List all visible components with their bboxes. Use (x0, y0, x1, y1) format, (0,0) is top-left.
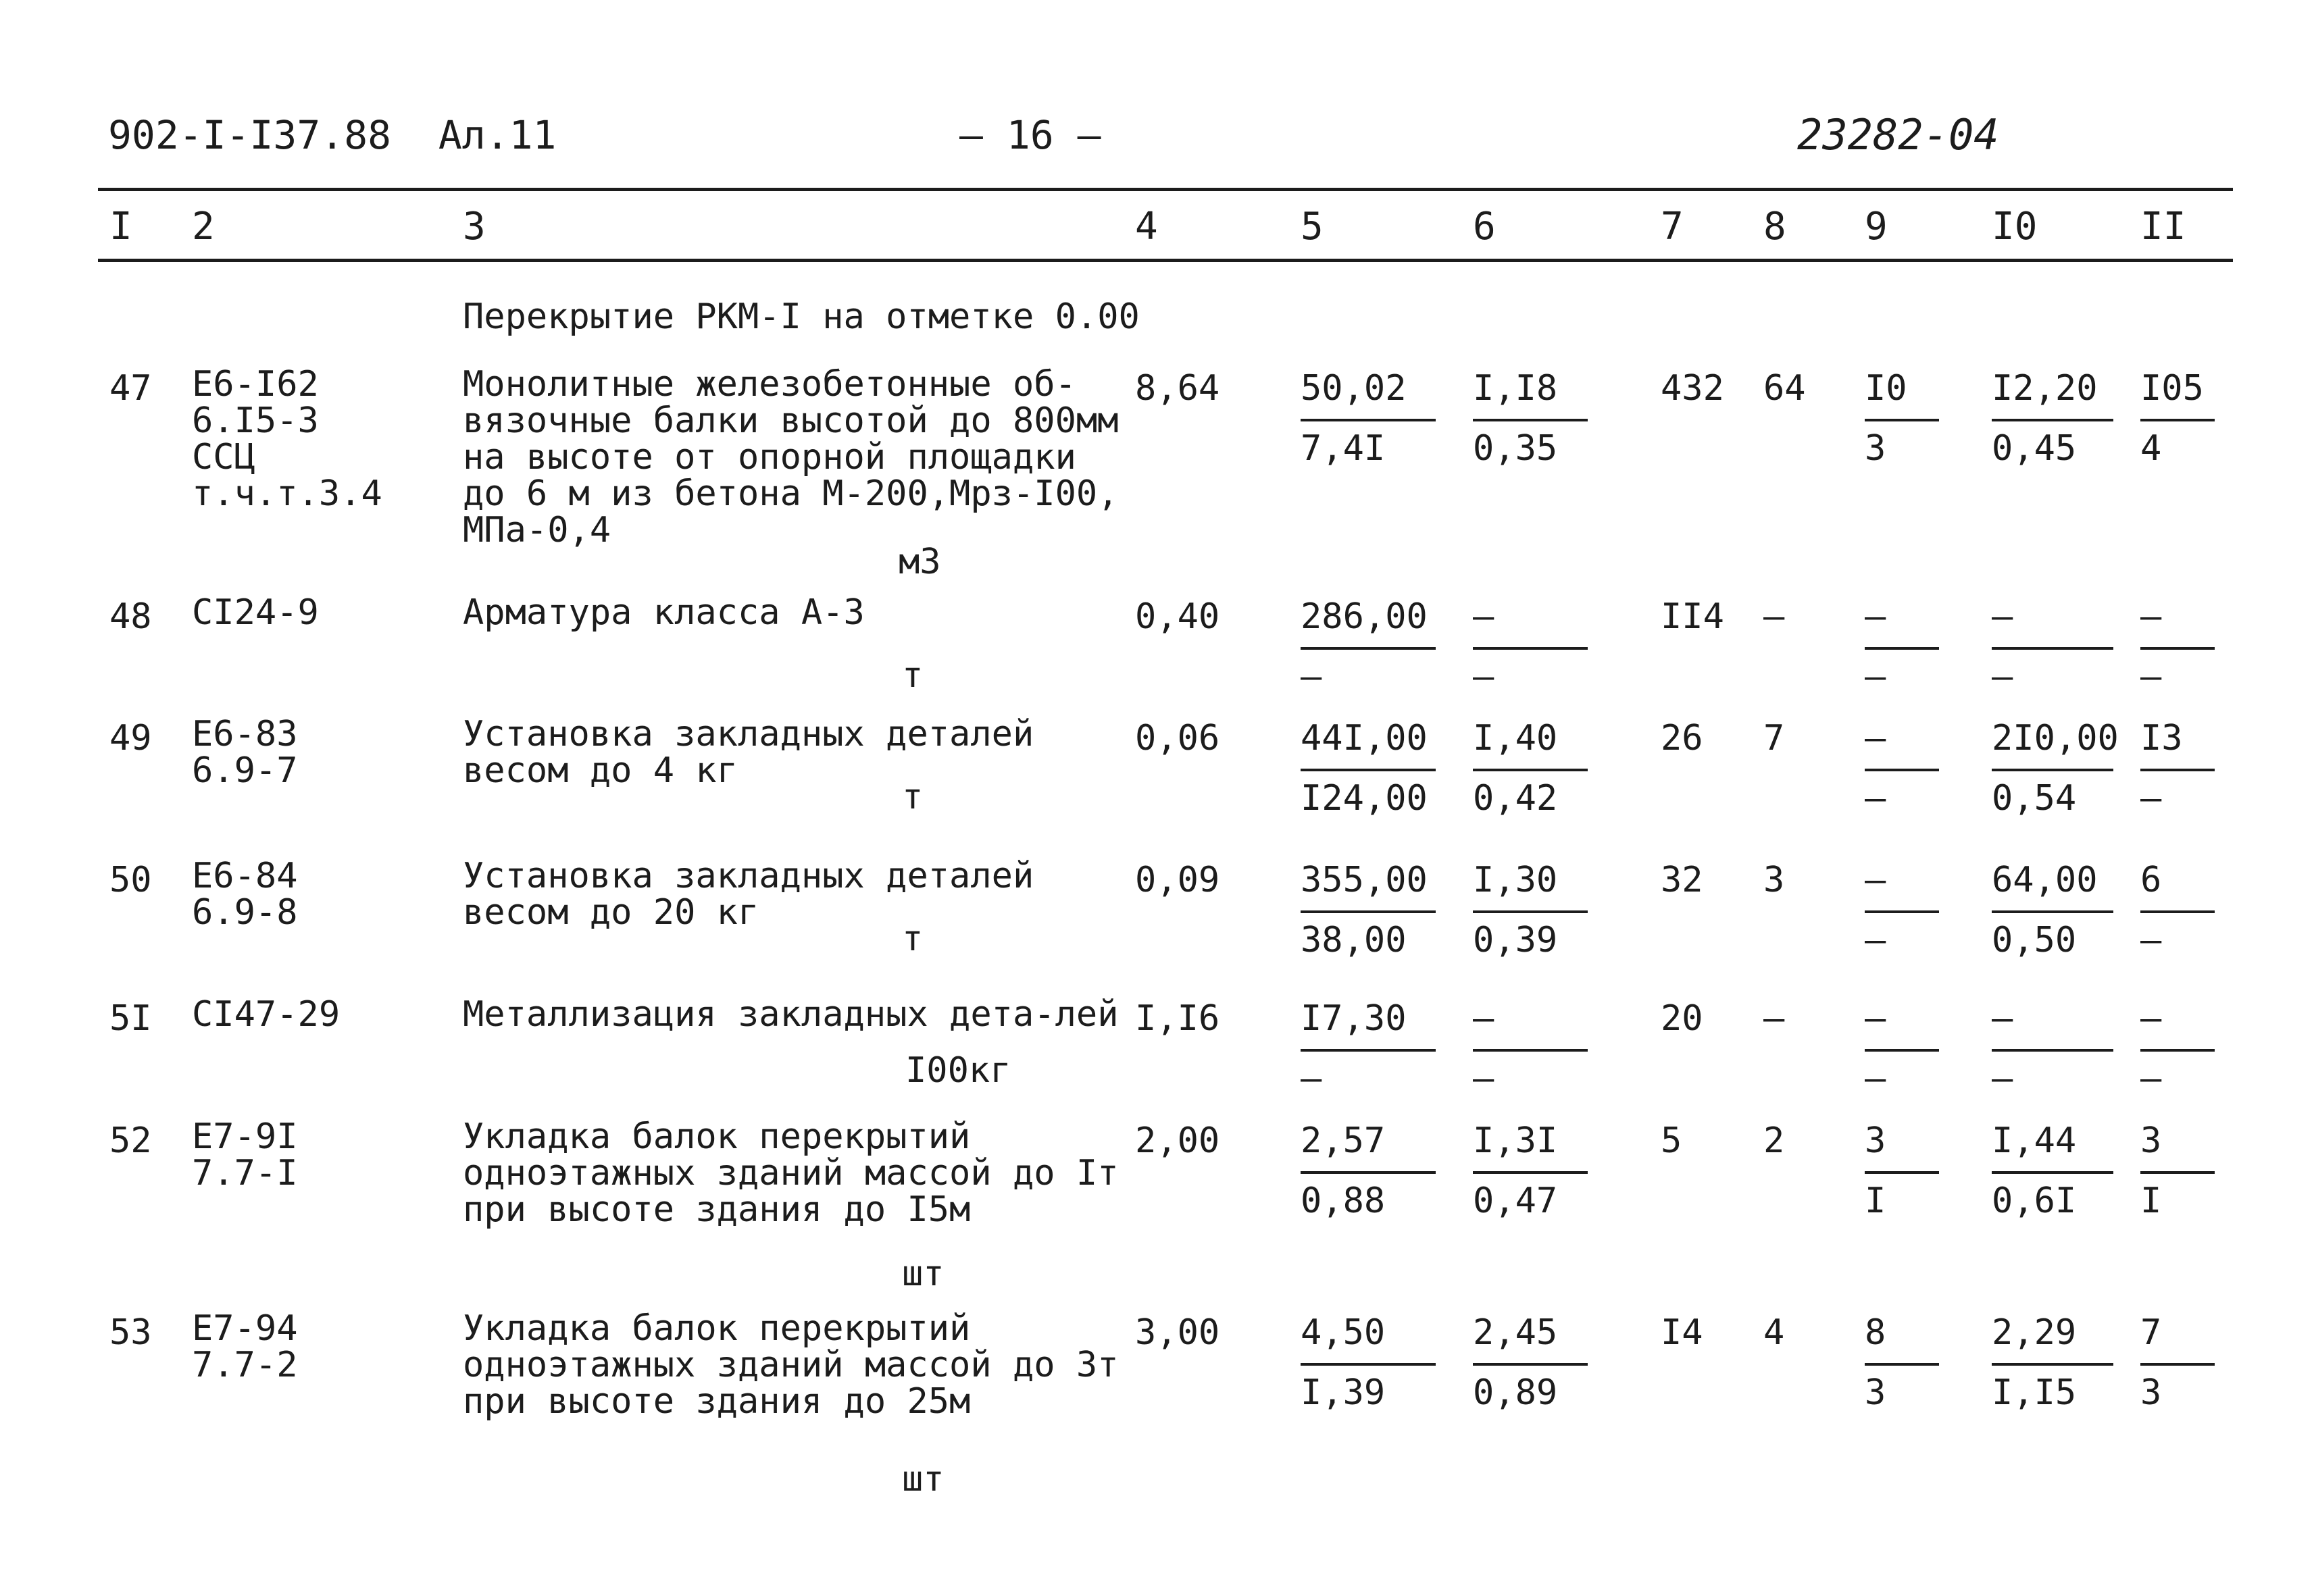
fraction-numerator: 64,00 (1992, 858, 2113, 913)
norm-code-line: Е7-94 (192, 1308, 298, 1349)
column-number: 8 (1763, 205, 1786, 249)
row-number: 53 (109, 1312, 152, 1353)
work-description: Монолитные железобетонные об-вязочные балки высотой до 800мм на высоте от опорной площадки до 6 м из бетона М-200,Мрз-I00, МПа-0,4 (463, 364, 1119, 550)
value-col8: – (1763, 596, 1785, 637)
fraction-c10 (1992, 594, 2113, 702)
norm-code-line: Е6-83 (192, 714, 298, 754)
value-col7: 26 (1661, 718, 1703, 758)
fraction-c6 (1473, 1310, 1588, 1418)
fraction-numerator: 4,50 (1301, 1310, 1436, 1366)
fraction-c10 (1992, 858, 2113, 966)
unit-of-measure: I00кг (905, 1050, 1011, 1091)
fraction-numerator: – (1992, 594, 2113, 650)
work-description: Укладка балок перекрытий одноэтажных зданий массой до Iт при высоте здания до I5м (463, 1116, 1119, 1230)
work-description: Металлизация закладных дета-лей (463, 994, 1119, 1035)
fraction-c6 (1473, 594, 1588, 702)
fraction-numerator: 6 (2140, 858, 2215, 913)
value-col7: 32 (1661, 860, 1703, 900)
norm-code (192, 716, 298, 789)
fraction-denominator: – (1992, 1058, 2013, 1099)
fraction-numerator: – (1992, 996, 2113, 1052)
norm-code-line: Е7-9I (192, 1116, 298, 1157)
fraction-c6 (1473, 716, 1588, 824)
quantity: 8,64 (1135, 368, 1220, 409)
fraction-denominator: 3 (1865, 1372, 1886, 1413)
registration-code: 23282-04 (1797, 110, 1999, 159)
unit-of-measure: шт (902, 1254, 945, 1294)
norm-code (192, 1310, 298, 1383)
fraction-c6 (1473, 1118, 1588, 1227)
fraction-denominator: – (1865, 778, 1886, 819)
fraction-numerator: I0 (1865, 366, 1939, 421)
norm-code (192, 858, 298, 931)
fraction-c10 (1992, 716, 2119, 824)
fraction-denominator: 0,39 (1473, 920, 1558, 960)
norm-code-line: Е6-I62 (192, 364, 319, 405)
row-number: 47 (109, 368, 152, 409)
value-col7: 5 (1661, 1121, 1682, 1161)
fraction-numerator: I7,30 (1301, 996, 1436, 1052)
norm-code (192, 1118, 298, 1191)
unit-of-measure: т (902, 777, 924, 817)
fraction-denominator: I (1865, 1181, 1886, 1221)
fraction-c5 (1301, 366, 1436, 474)
fraction-c9 (1865, 858, 1939, 966)
fraction-c9 (1865, 366, 1939, 474)
fraction-numerator: I05 (2140, 366, 2215, 421)
fraction-denominator: 0,45 (1992, 428, 2077, 469)
page-number: – 16 – (959, 112, 1101, 158)
fraction-c10 (1992, 366, 2113, 474)
fraction-denominator: – (1301, 657, 1322, 697)
fraction-denominator: 7,4I (1301, 428, 1386, 469)
fraction-c5 (1301, 858, 1436, 966)
fraction-numerator: I,3I (1473, 1118, 1588, 1174)
quantity: 3,00 (1135, 1312, 1220, 1353)
row-number: 48 (109, 596, 152, 637)
fraction-numerator: I,40 (1473, 716, 1588, 771)
fraction-numerator: 3 (1865, 1118, 1939, 1174)
fraction-c6 (1473, 858, 1588, 966)
fraction-denominator: 0,89 (1473, 1372, 1558, 1413)
norm-code-line: СI47-29 (192, 994, 341, 1035)
fraction-denominator: 0,6I (1992, 1181, 2077, 1221)
column-number: 6 (1473, 205, 1496, 249)
section-title: Перекрытие РКМ-I на отметке 0.00 (463, 297, 1140, 337)
row-number: 49 (109, 718, 152, 758)
quantity: I,I6 (1135, 998, 1220, 1039)
fraction-denominator: – (1301, 1058, 1322, 1099)
fraction-c10 (1992, 1118, 2113, 1227)
column-number: I0 (1992, 205, 2038, 249)
norm-code-line: Е6-84 (192, 856, 298, 896)
column-number: 5 (1301, 205, 1324, 249)
quantity: 0,40 (1135, 596, 1220, 637)
fraction-c5 (1301, 996, 1436, 1104)
fraction-numerator: 7 (2140, 1310, 2215, 1366)
fraction-denominator: 0,54 (1992, 778, 2077, 819)
fraction-numerator: I,I8 (1473, 366, 1588, 421)
column-number: 9 (1865, 205, 1888, 249)
unit-of-measure: т (902, 919, 924, 959)
row-number: 5I (109, 998, 152, 1039)
column-number: 4 (1135, 205, 1158, 249)
fraction-c5 (1301, 716, 1436, 824)
fraction-c11 (2140, 1118, 2215, 1227)
column-number: 2 (192, 205, 215, 249)
work-description: Установка закладных деталей весом до 4 кг (463, 714, 1034, 791)
fraction-denominator: – (1473, 1058, 1494, 1099)
value-col8: 7 (1763, 718, 1785, 758)
column-number: 7 (1661, 205, 1684, 249)
value-col7: 20 (1661, 998, 1703, 1039)
norm-code (192, 594, 319, 631)
unit-of-measure: шт (902, 1459, 945, 1499)
value-col8: 3 (1763, 860, 1785, 900)
fraction-c9 (1865, 716, 1939, 824)
fraction-c6 (1473, 366, 1588, 474)
fraction-denominator: I,39 (1301, 1372, 1386, 1413)
fraction-numerator: 8 (1865, 1310, 1939, 1366)
fraction-c11 (2140, 716, 2215, 824)
fraction-numerator: I,30 (1473, 858, 1588, 913)
fraction-denominator: – (1992, 657, 2013, 697)
fraction-c5 (1301, 594, 1436, 702)
fraction-denominator: I24,00 (1301, 778, 1428, 819)
fraction-denominator: – (1865, 920, 1886, 960)
fraction-denominator: 38,00 (1301, 920, 1407, 960)
value-col7: I4 (1661, 1312, 1703, 1353)
fraction-numerator: – (2140, 594, 2215, 650)
quantity: 0,06 (1135, 718, 1220, 758)
norm-code-line: 7.7-2 (192, 1345, 298, 1385)
fraction-denominator: – (2140, 1058, 2162, 1099)
fraction-c9 (1865, 996, 1939, 1104)
norm-code-line: ССЦ (192, 437, 255, 478)
fraction-numerator: I,44 (1992, 1118, 2113, 1174)
value-col8: 4 (1763, 1312, 1785, 1353)
column-number: I (109, 205, 132, 249)
fraction-denominator: – (1865, 1058, 1886, 1099)
fraction-numerator: 2,29 (1992, 1310, 2113, 1366)
fraction-c11 (2140, 1310, 2215, 1418)
fraction-numerator: 2,45 (1473, 1310, 1588, 1366)
fraction-c5 (1301, 1118, 1436, 1227)
value-col8: 2 (1763, 1121, 1785, 1161)
fraction-numerator: 50,02 (1301, 366, 1436, 421)
fraction-numerator: – (1865, 594, 1939, 650)
norm-code (192, 996, 340, 1033)
fraction-denominator: 3 (2140, 1372, 2162, 1413)
column-number: II (2140, 205, 2186, 249)
fraction-denominator: – (2140, 657, 2162, 697)
fraction-numerator: I2,20 (1992, 366, 2113, 421)
fraction-c11 (2140, 366, 2215, 474)
norm-code-line: 6.9-7 (192, 750, 298, 791)
fraction-denominator: – (2140, 920, 2162, 960)
fraction-c9 (1865, 1118, 1939, 1227)
fraction-numerator: I3 (2140, 716, 2215, 771)
fraction-numerator: 2I0,00 (1992, 716, 2113, 771)
unit-of-measure: м3 (899, 542, 941, 582)
fraction-numerator: – (1473, 594, 1588, 650)
fraction-numerator: – (1865, 996, 1939, 1052)
fraction-denominator: 0,35 (1473, 428, 1558, 469)
fraction-numerator: 3 (2140, 1118, 2215, 1174)
fraction-numerator: – (1473, 996, 1588, 1052)
fraction-denominator: 0,50 (1992, 920, 2077, 960)
fraction-denominator: 0,47 (1473, 1181, 1558, 1221)
fraction-numerator: – (1865, 716, 1939, 771)
norm-code-line: 6.9-8 (192, 892, 298, 933)
norm-code-line: СI24-9 (192, 592, 319, 633)
work-description: Арматура класса А-3 (463, 592, 865, 633)
fraction-denominator: 4 (2140, 428, 2162, 469)
fraction-denominator: I,I5 (1992, 1372, 2077, 1413)
unit-of-measure: т (902, 655, 924, 696)
fraction-c9 (1865, 594, 1939, 702)
fraction-c11 (2140, 594, 2215, 702)
document-code: 902-I-I37.88 Ал.11 (108, 112, 557, 158)
column-number: 3 (463, 205, 486, 249)
fraction-denominator: – (2140, 778, 2162, 819)
work-description: Укладка балок перекрытий одноэтажных зданий массой до 3т при высоте здания до 25м (463, 1308, 1119, 1422)
row-number: 50 (109, 860, 152, 900)
row-number: 52 (109, 1121, 152, 1161)
value-col7: 432 (1661, 368, 1724, 409)
value-col7: II4 (1661, 596, 1724, 637)
fraction-c6 (1473, 996, 1588, 1104)
norm-code-line: 6.I5-3 (192, 401, 319, 441)
work-description: Установка закладных деталей весом до 20 кг (463, 856, 1034, 933)
fraction-c11 (2140, 858, 2215, 966)
fraction-denominator: 0,88 (1301, 1181, 1386, 1221)
fraction-numerator: – (2140, 996, 2215, 1052)
fraction-numerator: 44I,00 (1301, 716, 1436, 771)
fraction-denominator: – (1473, 657, 1494, 697)
fraction-numerator: 2,57 (1301, 1118, 1436, 1174)
fraction-c5 (1301, 1310, 1436, 1418)
fraction-numerator: 355,00 (1301, 858, 1436, 913)
fraction-denominator: I (2140, 1181, 2162, 1221)
fraction-numerator: 286,00 (1301, 594, 1436, 650)
quantity: 2,00 (1135, 1121, 1220, 1161)
fraction-denominator: 0,42 (1473, 778, 1558, 819)
fraction-c11 (2140, 996, 2215, 1104)
value-col8: – (1763, 998, 1785, 1039)
norm-code-line: 7.7-I (192, 1153, 298, 1193)
value-col8: 64 (1763, 368, 1806, 409)
norm-code (192, 366, 382, 512)
fraction-denominator: – (1865, 657, 1886, 697)
quantity: 0,09 (1135, 860, 1220, 900)
fraction-c10 (1992, 1310, 2113, 1418)
fraction-numerator: – (1865, 858, 1939, 913)
fraction-denominator: 3 (1865, 428, 1886, 469)
sheet-label: Ал.11 (438, 112, 557, 158)
fraction-c10 (1992, 996, 2113, 1104)
norm-code-line: т.ч.т.3.4 (192, 473, 382, 514)
fraction-c9 (1865, 1310, 1939, 1418)
